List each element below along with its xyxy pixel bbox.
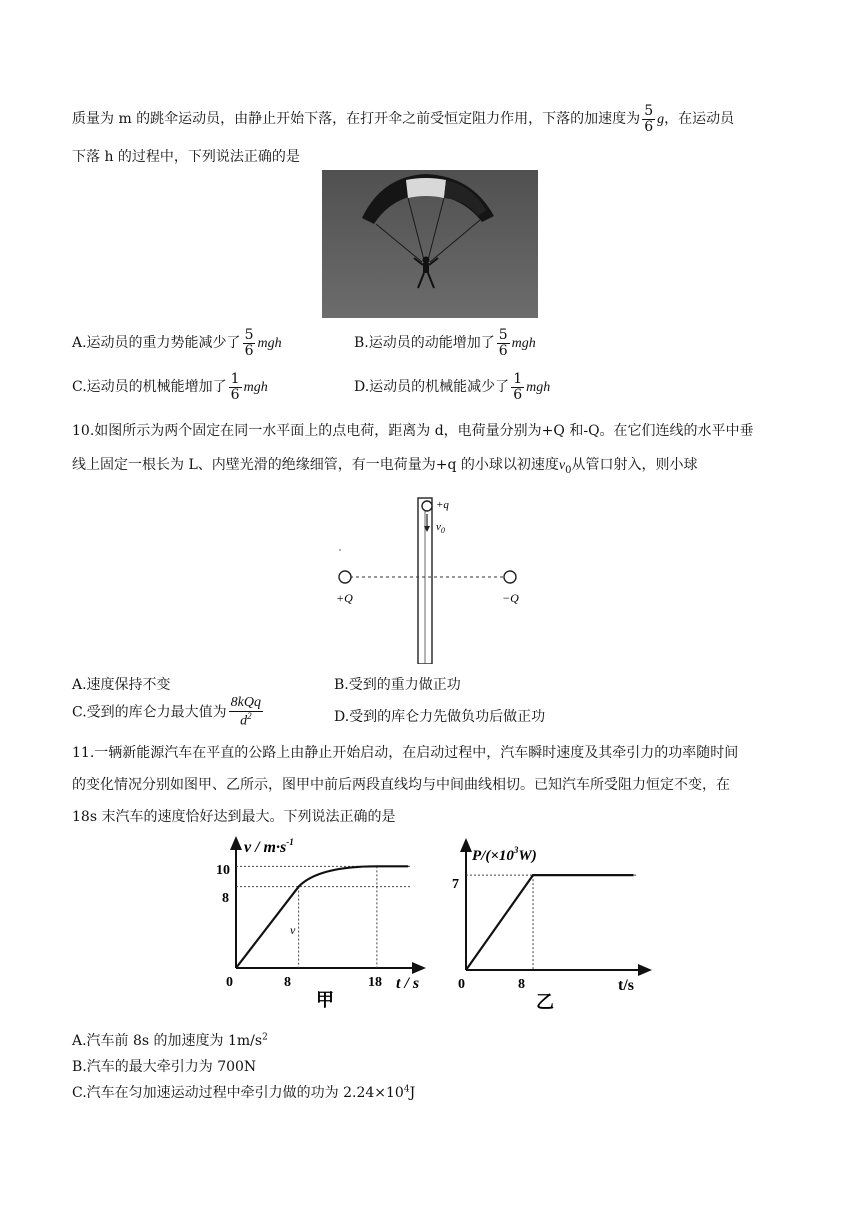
q9-accel-var: g (657, 112, 665, 128)
v0-symbol: v (558, 458, 566, 473)
q9-d-fraction: $\frac{1}{6}$ (513, 371, 523, 403)
chart-yi (446, 830, 666, 1016)
yi-ytick-7: 7 (452, 877, 459, 892)
q10-stem-line2: 线上固定一根长为 L、内壁光滑的绝缘细管，有一电荷量为+q 的小球以初速度$v_0$从管口射入，则小球 (72, 457, 698, 476)
q9-a-fraction: $\frac{5}{6}$ (244, 327, 254, 359)
q11-stem-line2: 的变化情况分别如图甲、乙所示，图甲中前后两段直线均与中间曲线相切。已知汽车所受阻力恒定不变，在 (72, 777, 730, 793)
q11-stem-line3: 18s 末汽车的速度恰好达到最大。下列说法正确的是 (72, 809, 396, 825)
jia-xtick-8: 8 (284, 975, 291, 990)
jia-ytick-8: 8 (222, 891, 229, 906)
parachutist-photo (322, 170, 538, 318)
q9-stem-text-b: ，在运动员 (664, 111, 735, 128)
q9-option-d[interactable]: D.运动员的机械能减少了 $\frac{1}{6}$ mgh (354, 371, 551, 403)
q9-option-b[interactable]: B.运动员的动能增加了 $\frac{5}{6}$ mgh (354, 327, 536, 359)
q11-option-b[interactable]: B.汽车的最大牵引力为 700N (72, 1059, 257, 1075)
yi-guide-lines (466, 875, 638, 970)
q9-option-c[interactable]: C.运动员的机械能增加了 $\frac{1}{6}$ mgh (72, 371, 268, 403)
jia-ylabel: $v / m\cdot s^{-1}$ (244, 837, 294, 856)
yi-xtick-0: 0 (458, 977, 465, 992)
jia-series (236, 866, 408, 968)
q11-option-c[interactable]: C.汽车在匀加速运动过程中牵引力做的功为 $2.24\times 10^4J$ (72, 1084, 416, 1101)
jia-axes (236, 842, 420, 968)
q9-stem-text-a: 质量为 m 的跳伞运动员，由静止开始下落，在打开伞之前受恒定阻力作用，下落的加速度为 (72, 111, 641, 128)
negative-charge (504, 571, 516, 583)
series-line-0 (236, 866, 408, 968)
q10-option-c[interactable]: C.受到的库仑力最大值为 $\frac{\text{8kQq}}{d^2}$ (72, 695, 261, 729)
q9-stem-line2: 下落 h 的过程中，下列说法正确的是 (72, 149, 300, 165)
positive-charge-label: +Q (336, 591, 353, 605)
negative-charge-label: −Q (502, 591, 519, 605)
q9-option-a[interactable]: A.运动员的重力势能减少了 $\frac{5}{6}$ mgh (72, 327, 282, 359)
yi-xlabel: t/s (618, 977, 634, 994)
q9-stem-line1 (72, 104, 734, 134)
jia-curve-mark: v (290, 923, 296, 937)
v0-label: $v_0$ (436, 521, 445, 535)
jia-caption: 甲 (316, 990, 334, 1010)
q-label: +q (436, 499, 449, 511)
charge-tube-diagram (330, 488, 530, 664)
q10-stem-line1: 10.如图所示为两个固定在同一水平面上的点电荷，距离为 d，电荷量分别为+Q 和-Q。在它们连线的水平中垂 (72, 423, 754, 439)
charged-ball (422, 501, 432, 511)
yi-xtick-8: 8 (518, 977, 525, 992)
q10-option-d[interactable]: D.受到的库仑力先做负功后做正功 (334, 709, 546, 725)
q11-option-a[interactable]: A.汽车前 8s 的加速度为 $1m/s^2$ (72, 1032, 268, 1049)
jia-xtick-0: 0 (226, 975, 233, 990)
yi-series (466, 875, 634, 970)
coulomb-max-fraction: $\frac{\text{8kQq}}{d^2}$ (230, 695, 261, 729)
positive-charge (339, 571, 351, 583)
q10-option-a[interactable]: A.速度保持不变 (72, 677, 171, 693)
q9-c-fraction: $\frac{1}{6}$ (230, 371, 240, 403)
yi-ylabel: $P/(\times 10^3W)$ (472, 845, 537, 864)
jia-guide-lines (236, 866, 412, 968)
q11-stem-line1: 11.一辆新能源汽车在平直的公路上由静止开始启动，在启动过程中，汽车瞬时速度及其牵引力的功率随时间 (72, 745, 739, 761)
q9-b-fraction: $\frac{5}{6}$ (498, 327, 508, 359)
jia-ytick-10: 10 (216, 863, 230, 878)
jia-xtick-18: 18 (368, 975, 382, 990)
yi-caption: 乙 (536, 992, 554, 1012)
q9-accel-fraction: $\frac{5}{6}$ (644, 103, 654, 135)
series-line-0 (466, 875, 634, 970)
jia-xlabel: t / s (396, 975, 420, 992)
q10-option-b[interactable]: B.受到的重力做正功 (334, 677, 461, 693)
chart-jia (210, 830, 440, 1016)
